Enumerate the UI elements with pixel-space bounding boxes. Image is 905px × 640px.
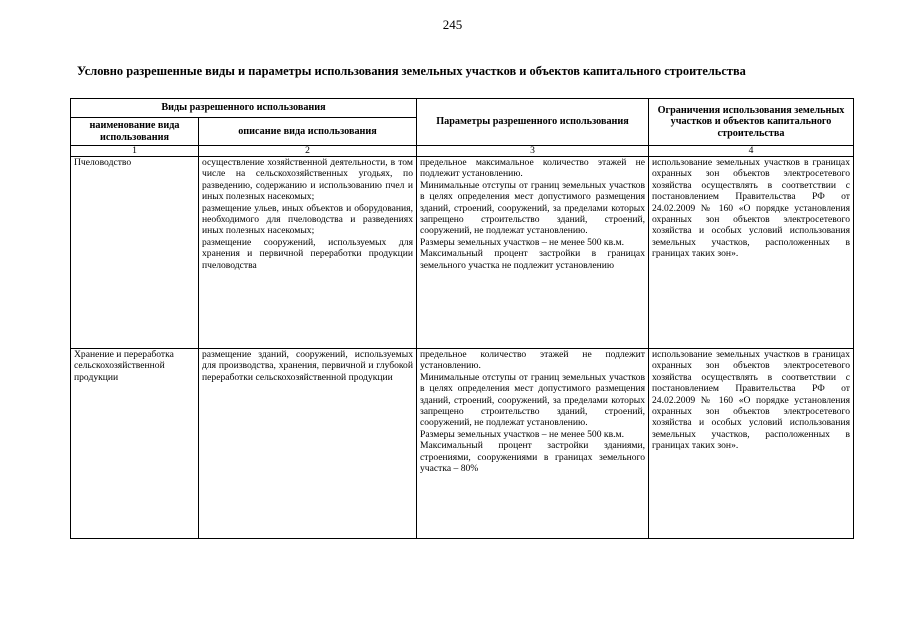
row-params-cell [417, 349, 649, 539]
header-desc-cell: описание вида использования [199, 118, 417, 146]
row-name-cell: Пчеловодство [71, 157, 199, 349]
header-params-cell: Параметры разрешенного использования [417, 99, 649, 146]
desc-paragraph: размещение зданий, сооружений, используемых для производства, хранения, первичной и глубокой переработки сельскохозяйственной продукции [202, 349, 413, 383]
row-name-cell: Хранение и переработка сельскохозяйственной продукции [71, 349, 199, 539]
table-row [71, 349, 854, 539]
header-group-cell: Виды разрешенного использования [71, 99, 417, 118]
desc-paragraph: осуществление хозяйственной деятельности, в том числе на сельскохозяйственных угодьях, по разведению, содержанию и использованию пчел и иных полезных насекомых; [202, 157, 413, 203]
row-limits-cell: использование земельных участков в границах охранных зон объектов электросетевого хозяйства осуществлять в соответствии с постановлением Правительства РФ от 24.02.2009 № 160 «О порядке установления охранных зон объектов электросетевого хозяйства и особых условий использования земельных участков, расположенных в границах таких зон». [649, 349, 854, 539]
header-name-cell: наименование вида использования [71, 118, 199, 146]
params-paragraph: Максимальный процент застройки зданиями, строениями, сооружениями в границах земельного участка – 80% [420, 440, 645, 475]
column-number: 2 [199, 146, 417, 157]
table-row [71, 157, 854, 349]
desc-paragraph: размещение сооружений, используемых для хранения и первичной переработки продукции пчеловодства [202, 236, 413, 271]
column-number: 1 [71, 146, 199, 157]
column-number: 4 [649, 146, 854, 157]
params-paragraph: Минимальные отступы от границ земельных участков в целях определения мест допустимого размещения зданий, строений, сооружений, за пределами которых запрещено строительство зданий, строений, сооружений, не подлежат установлению. [420, 179, 645, 237]
params-paragraph: Максимальный процент застройки в границах земельного участка не подлежит установлению [420, 248, 645, 271]
row-params-cell [417, 157, 649, 349]
params-paragraph: Минимальные отступы от границ земельных участков в целях определения мест допустимого размещения зданий, строений, сооружений, за пределами которых запрещено строительство зданий, строений, сооружений, не подлежат установлению. [420, 371, 645, 429]
params-paragraph: Размеры земельных участков – не менее 500 кв.м. [420, 236, 624, 248]
page-number: 245 [442, 17, 463, 32]
params-paragraph: предельное максимальное количество этажей не подлежит установлению. [420, 157, 645, 180]
row-limits-cell: использование земельных участков в границах охранных зон объектов электросетевого хозяйства осуществлять в соответствии с постановлением Правительства РФ от 24.02.2009 № 160 «О порядке установления охранных зон объектов электросетевого хозяйства и особых условий использования земельных участков, расположенных в границах таких зон». [649, 157, 854, 349]
land-use-table [70, 98, 854, 539]
header-row-group [71, 99, 854, 118]
section-title: Условно разрешенные виды и параметры использования земельных участков и объектов капитального строительства [77, 64, 746, 78]
row-desc-cell [199, 349, 417, 539]
params-paragraph: Размеры земельных участков – не менее 500 кв.м. [420, 428, 624, 440]
column-number: 3 [417, 146, 649, 157]
row-desc-cell [199, 157, 417, 349]
column-numbers-row [71, 146, 854, 157]
params-paragraph: предельное количество этажей не подлежит установлению. [420, 349, 645, 372]
header-limits-cell: Ограничения использования земельных участков и объектов капитального строительства [649, 99, 854, 146]
desc-paragraph: размещение ульев, иных объектов и оборудования, необходимого для пчеловодства и разведениях иных полезных насекомых; [202, 202, 413, 237]
